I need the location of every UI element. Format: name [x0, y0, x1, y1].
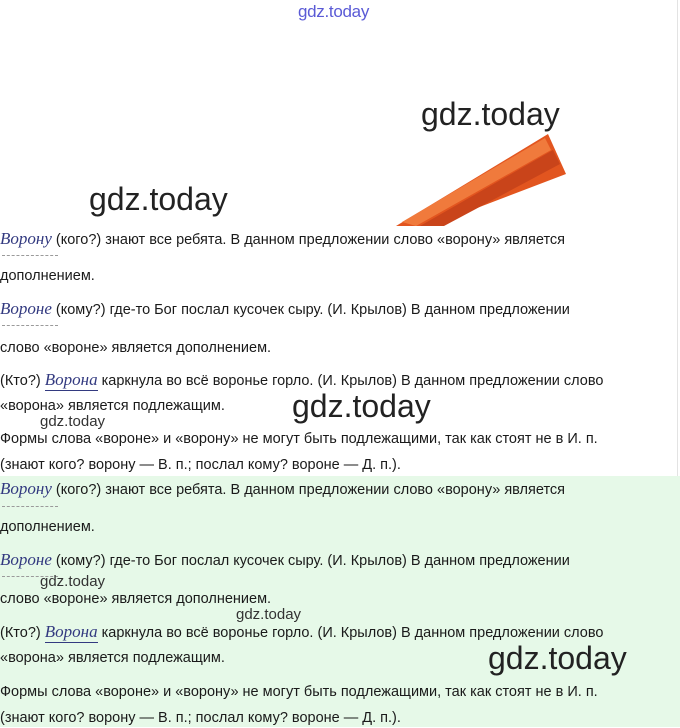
object-underline-mark	[2, 506, 58, 507]
sentence-3-cont: «ворона» является подлежащим.	[0, 398, 225, 414]
watermark-small: gdz.today	[40, 573, 106, 590]
handwritten-word-subject: Ворона	[44, 622, 98, 641]
answer-block-1	[0, 226, 680, 476]
watermark-small: gdz.today	[236, 606, 302, 623]
explanation-line-1: Формы слова «вороне» и «ворону» не могут быть подлежащими, так как стоят не в И. п.	[0, 431, 598, 447]
sentence-3-cont: «ворона» является подлежащим.	[0, 650, 225, 666]
handwritten-word: Вороне	[0, 299, 52, 318]
sentence-1-cont: дополнением.	[0, 519, 95, 535]
sentence-3: (Кто?) Ворона каркнула во всё воронье горло. (И. Крылов) В данном предложении слово	[0, 370, 604, 389]
sentence-2-cont: слово «вороне» является дополнением.	[0, 591, 272, 607]
sentence-1-cont: дополнением.	[0, 268, 95, 284]
watermark: gdz.today	[292, 388, 431, 424]
object-underline-mark	[2, 255, 58, 256]
watermark: gdz.today	[488, 640, 627, 676]
handwritten-word: Вороне	[0, 550, 52, 569]
handwritten-word: Ворону	[0, 229, 52, 248]
watermark: gdz.today	[421, 96, 560, 132]
sentence-2-cont: слово «вороне» является дополнением.	[0, 340, 272, 356]
explanation-line-2: (знают кого? ворону — В. п.; послал кому? вороне — Д. п.).	[0, 710, 401, 726]
sentence-2: Вороне (кому?) где-то Бог послал кусочек сыру. (И. Крылов) В данном предложении	[0, 550, 570, 569]
answer-block-2	[0, 476, 680, 727]
watermark-small: gdz.today	[40, 413, 106, 430]
handwritten-word-subject: Ворона	[44, 370, 98, 389]
watermark: gdz.today	[89, 181, 228, 217]
handwritten-word: Ворону	[0, 479, 52, 498]
sentence-3: (Кто?) Ворона каркнула во всё воронье горло. (И. Крылов) В данном предложении слово	[0, 622, 604, 641]
explanation-line-2: (знают кого? ворону — В. п.; послал кому? вороне — Д. п.).	[0, 457, 401, 473]
sentence-1: Ворону (кого?) знают все ребята. В данном предложении слово «ворону» является	[0, 229, 566, 248]
object-underline-mark	[2, 325, 58, 326]
sentence-2: Вороне (кому?) где-то Бог послал кусочек сыру. (И. Крылов) В данном предложении	[0, 299, 570, 318]
sentence-1: Ворону (кого?) знают все ребята. В данном предложении слово «ворону» является	[0, 479, 566, 498]
watermark-top: gdz.today	[298, 2, 370, 21]
explanation-line-1: Формы слова «вороне» и «ворону» не могут быть подлежащими, так как стоят не в И. п.	[0, 684, 598, 700]
